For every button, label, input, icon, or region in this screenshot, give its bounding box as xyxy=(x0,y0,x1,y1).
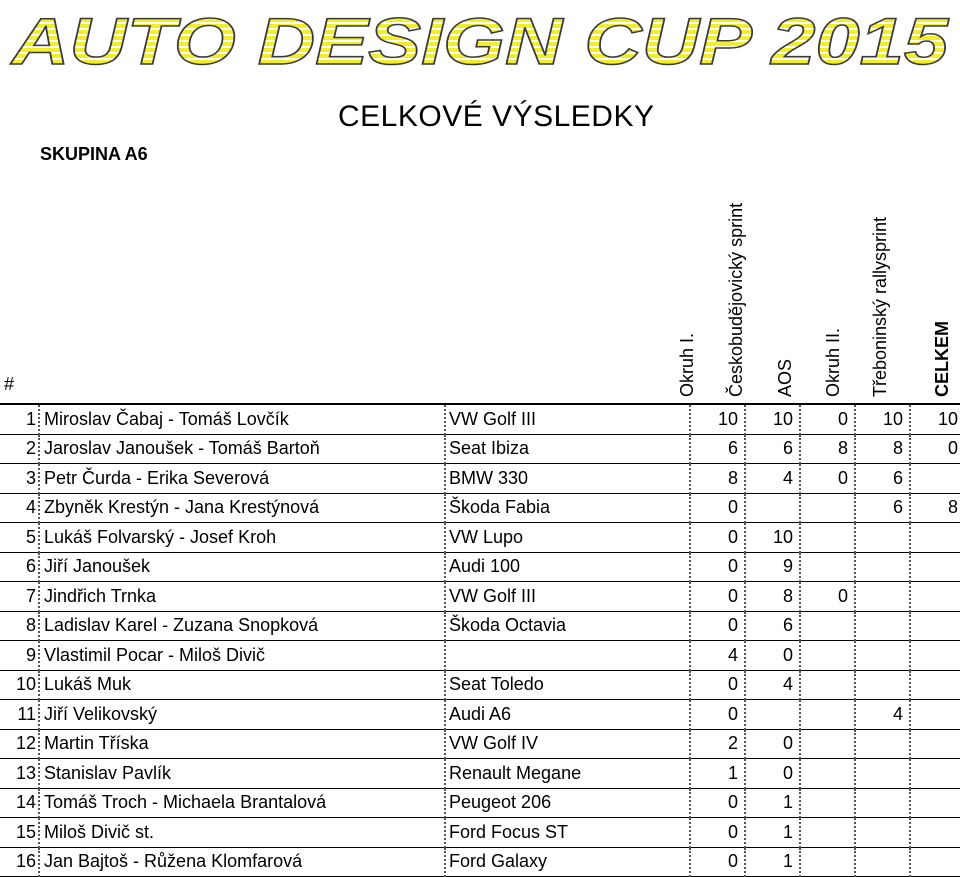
rank-cell: 6 xyxy=(0,552,39,582)
rank-cell: 15 xyxy=(0,818,39,848)
car-cell: VW Golf III xyxy=(445,404,690,434)
trebon-sprint-cell xyxy=(910,552,960,582)
table-row xyxy=(0,759,960,789)
name-cell: Jaroslav Janoušek - Tomáš Bartoň xyxy=(39,434,445,464)
page-title: CELKOVÉ VÝSLEDKY xyxy=(338,100,655,133)
okruh-1-cell: 0 xyxy=(690,493,745,523)
group-label: SKUPINA A6 xyxy=(40,144,148,164)
table-row xyxy=(0,404,960,434)
car-cell xyxy=(445,641,690,671)
trebon-sprint-cell: 10 xyxy=(937,408,958,429)
rank-cell: 8 xyxy=(0,611,39,641)
rank-cell: 10 xyxy=(0,670,39,700)
rank-cell: 11 xyxy=(0,700,39,730)
name-cell: Lukáš Muk xyxy=(39,670,445,700)
okruh-1-cell: 0 xyxy=(690,700,745,730)
aos-cell xyxy=(800,641,855,671)
cb-sprint-cell: 10 xyxy=(745,523,800,553)
name-cell: Jindřich Trnka xyxy=(39,582,445,612)
table-row xyxy=(0,493,960,523)
col-header-okruh-2: Okruh II. xyxy=(823,327,843,397)
car-cell: VW Lupo xyxy=(445,523,690,553)
trebon-sprint-cell: 8 xyxy=(947,497,958,518)
results-table xyxy=(0,403,960,877)
name-cell: Jiří Janoušek xyxy=(39,552,445,582)
name-cell: Stanislav Pavlík xyxy=(39,759,445,789)
okruh-1-cell: 6 xyxy=(690,434,745,464)
name-cell: Jan Bajtoš - Růžena Klomfarová xyxy=(39,847,445,877)
okruh-1-cell: 4 xyxy=(690,641,745,671)
okruh-1-cell: 0 xyxy=(690,847,745,877)
trebon-sprint-cell xyxy=(910,464,960,494)
name-cell: Ladislav Karel - Zuzana Snopková xyxy=(39,611,445,641)
cb-sprint-cell: 4 xyxy=(745,670,800,700)
okruh-2-cell: 6 xyxy=(855,493,910,523)
trebon-sprint-cell xyxy=(910,670,960,700)
name-cell: Martin Tříska xyxy=(39,729,445,759)
car-cell: Ford Focus ST xyxy=(445,818,690,848)
okruh-2-cell: 10 xyxy=(855,404,910,434)
rank-cell: 2 xyxy=(0,434,39,464)
rank-cell: 5 xyxy=(0,523,39,553)
okruh-2-cell: 4 xyxy=(855,700,910,730)
car-cell: BMW 330 xyxy=(445,464,690,494)
aos-cell: 8 xyxy=(800,434,855,464)
name-cell: Tomáš Troch - Michaela Brantalová xyxy=(39,788,445,818)
aos-cell xyxy=(800,729,855,759)
trebon-sprint-cell xyxy=(910,818,960,848)
table-row xyxy=(0,434,960,464)
table-row xyxy=(0,670,960,700)
cb-sprint-cell: 10 xyxy=(745,404,800,434)
okruh-1-cell: 0 xyxy=(690,523,745,553)
okruh-2-cell xyxy=(855,523,910,553)
trebon-sprint-cell xyxy=(910,788,960,818)
car-cell: Renault Megane xyxy=(445,759,690,789)
table-row xyxy=(0,700,960,730)
col-header-total: CELKEM xyxy=(932,321,952,397)
okruh-2-cell xyxy=(855,847,910,877)
table-row xyxy=(0,582,960,612)
car-cell: VW Golf III xyxy=(445,582,690,612)
okruh-2-cell xyxy=(855,818,910,848)
table-row xyxy=(0,641,960,671)
okruh-1-cell: 0 xyxy=(690,788,745,818)
col-header-trebon-sprint: Třeboninský rallysprint xyxy=(870,216,890,397)
trebon-sprint-cell xyxy=(910,729,960,759)
okruh-2-cell xyxy=(855,641,910,671)
table-row xyxy=(0,552,960,582)
trebon-sprint-cell xyxy=(910,641,960,671)
banner-logo xyxy=(0,0,960,80)
car-cell: Ford Galaxy xyxy=(445,847,690,877)
trebon-sprint-cell xyxy=(910,523,960,553)
aos-cell xyxy=(800,700,855,730)
trebon-sprint-cell xyxy=(910,611,960,641)
table-row xyxy=(0,818,960,848)
table-row xyxy=(0,523,960,553)
banner xyxy=(0,0,960,80)
okruh-1-cell: 0 xyxy=(690,670,745,700)
rank-header: # xyxy=(4,374,15,394)
trebon-sprint-cell xyxy=(910,759,960,789)
cb-sprint-cell: 0 xyxy=(745,729,800,759)
name-cell: Jiří Velikovský xyxy=(39,700,445,730)
cb-sprint-cell: 8 xyxy=(745,582,800,612)
okruh-1-cell: 0 xyxy=(690,552,745,582)
trebon-sprint-cell xyxy=(910,582,960,612)
table-row xyxy=(0,847,960,877)
cb-sprint-cell: 0 xyxy=(745,641,800,671)
aos-cell xyxy=(800,788,855,818)
trebon-sprint-cell xyxy=(910,700,960,730)
okruh-2-cell: 8 xyxy=(855,434,910,464)
okruh-2-cell xyxy=(855,759,910,789)
cb-sprint-cell: 9 xyxy=(745,552,800,582)
rank-cell: 9 xyxy=(0,641,39,671)
cb-sprint-cell: 6 xyxy=(745,611,800,641)
okruh-1-cell: 10 xyxy=(690,404,745,434)
name-cell: Zbyněk Krestýn - Jana Krestýnová xyxy=(39,493,445,523)
car-cell: Seat Toledo xyxy=(445,670,690,700)
okruh-1-cell: 0 xyxy=(690,582,745,612)
name-cell: Miroslav Čabaj - Tomáš Lovčík xyxy=(39,404,445,434)
table-row xyxy=(0,464,960,494)
okruh-1-cell: 0 xyxy=(690,818,745,848)
aos-cell: 0 xyxy=(800,464,855,494)
col-header-okruh-1: Okruh I. xyxy=(677,332,697,397)
aos-cell xyxy=(800,670,855,700)
name-cell: Petr Čurda - Erika Severová xyxy=(39,464,445,494)
banner-text: AUTO DESIGN CUP 2015 xyxy=(9,4,950,78)
rank-cell: 7 xyxy=(0,582,39,612)
okruh-1-cell: 0 xyxy=(690,611,745,641)
rank-cell: 1 xyxy=(0,404,39,434)
car-cell: Škoda Fabia xyxy=(445,493,690,523)
name-cell: Lukáš Folvarský - Josef Kroh xyxy=(39,523,445,553)
okruh-2-cell xyxy=(855,788,910,818)
trebon-sprint-cell: 0 xyxy=(947,438,958,459)
rank-cell: 13 xyxy=(0,759,39,789)
rank-cell: 12 xyxy=(0,729,39,759)
car-cell: Audi A6 xyxy=(445,700,690,730)
okruh-2-cell: 6 xyxy=(855,464,910,494)
car-cell: Seat Ibiza xyxy=(445,434,690,464)
aos-cell: 0 xyxy=(800,582,855,612)
cb-sprint-cell xyxy=(745,493,800,523)
col-header-cb-sprint: Českobudějovický sprint xyxy=(726,202,746,397)
cb-sprint-cell: 1 xyxy=(745,818,800,848)
cb-sprint-cell: 1 xyxy=(745,847,800,877)
car-cell: Peugeot 206 xyxy=(445,788,690,818)
cb-sprint-cell: 1 xyxy=(745,788,800,818)
rank-cell: 3 xyxy=(0,464,39,494)
name-cell: Vlastimil Pocar - Miloš Divič xyxy=(39,641,445,671)
okruh-1-cell: 8 xyxy=(690,464,745,494)
table-row xyxy=(0,611,960,641)
okruh-2-cell xyxy=(855,582,910,612)
name-cell: Miloš Divič st. xyxy=(39,818,445,848)
cb-sprint-cell: 4 xyxy=(745,464,800,494)
okruh-1-cell: 1 xyxy=(690,759,745,789)
okruh-2-cell xyxy=(855,729,910,759)
aos-cell xyxy=(800,552,855,582)
aos-cell xyxy=(800,493,855,523)
aos-cell xyxy=(800,847,855,877)
aos-cell xyxy=(800,818,855,848)
aos-cell xyxy=(800,759,855,789)
rank-cell: 14 xyxy=(0,788,39,818)
aos-cell: 0 xyxy=(800,404,855,434)
aos-cell xyxy=(800,523,855,553)
car-cell: VW Golf IV xyxy=(445,729,690,759)
col-header-aos: AOS xyxy=(775,358,795,397)
rank-cell: 4 xyxy=(0,493,39,523)
okruh-1-cell: 2 xyxy=(690,729,745,759)
okruh-2-cell xyxy=(855,611,910,641)
table-row xyxy=(0,788,960,818)
table-row xyxy=(0,729,960,759)
okruh-2-cell xyxy=(855,670,910,700)
aos-cell xyxy=(800,611,855,641)
okruh-2-cell xyxy=(855,552,910,582)
cb-sprint-cell xyxy=(745,700,800,730)
car-cell: Škoda Octavia xyxy=(445,611,690,641)
rank-cell: 16 xyxy=(0,847,39,877)
cb-sprint-cell: 0 xyxy=(745,759,800,789)
car-cell: Audi 100 xyxy=(445,552,690,582)
trebon-sprint-cell xyxy=(910,847,960,877)
cb-sprint-cell: 6 xyxy=(745,434,800,464)
